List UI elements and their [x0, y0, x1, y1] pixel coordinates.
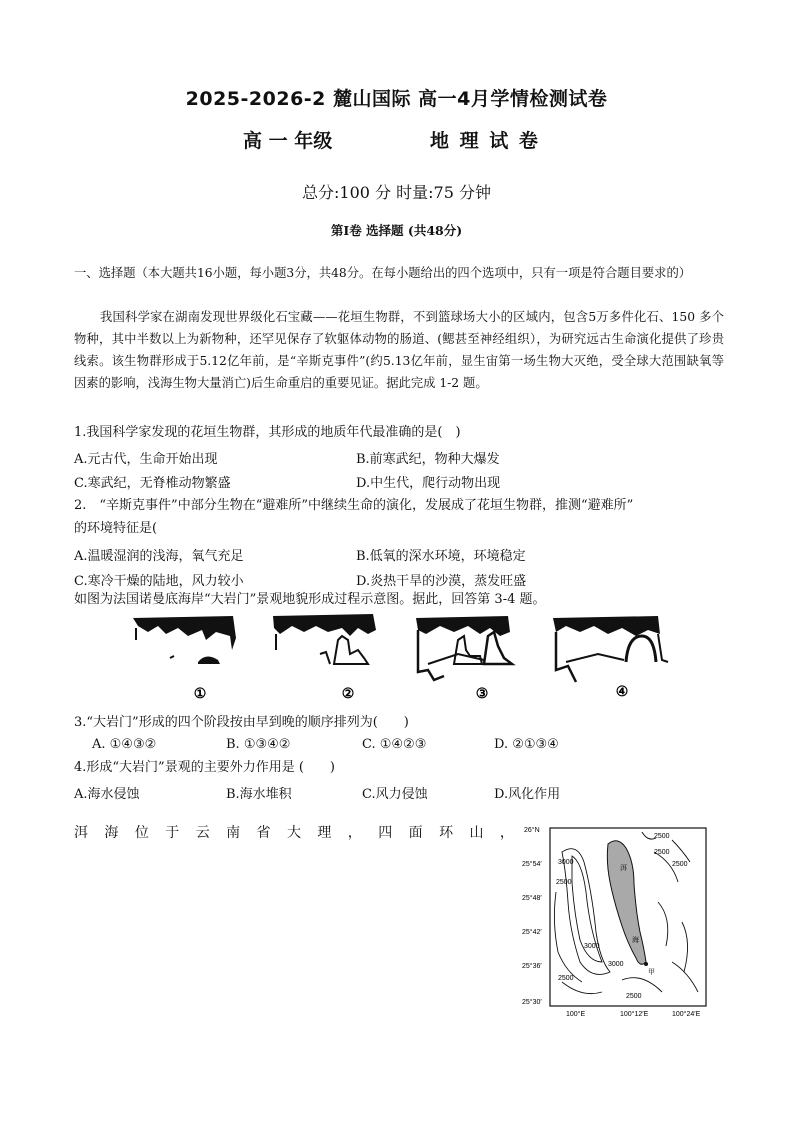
- lake-char: 洱: [620, 864, 627, 872]
- section-instructions: 一、选择题（本大题共16小题，每小题3分，共48分。在每小题给出的四个选项中，只有一项是符合题目要求的）: [74, 266, 692, 280]
- q3-option-d: D. ②①③④: [494, 737, 559, 752]
- contour-label: 2500: [654, 833, 670, 840]
- lat-label: 25°42′: [522, 929, 542, 936]
- passage-2-char: 南: [226, 825, 241, 841]
- stage-panel-2: [273, 614, 376, 702]
- passage-2: [74, 822, 514, 842]
- stage-panel-4: [553, 616, 668, 700]
- passage-2-char: 云: [195, 825, 210, 841]
- grade-label: 高 一 年级: [243, 130, 333, 152]
- passage-2-char: ，: [499, 825, 514, 841]
- sea-arch-stages-figure: [128, 610, 688, 702]
- q1-option-d: D.中生代，爬行动物出现: [356, 476, 501, 491]
- passage-1: 我国科学家在湖南发现世界级化石宝藏——花垣生物群，不到篮球场大小的区域内，包含5万多件化石、150 多个物种，其中半数以上为新物种，还罕见保存了软躯体动物的肠道、(鳃甚至神经组织），为研究远古生命演化提供了珍贵线索。该生物群形成于5.12亿年前，是“辛斯克事件”(约5.13亿年前，显生宙第一场生物大灭绝，受全球大范围缺氧等因素的影响，浅海生物大量消亡)后生命重启的重要见证。据此完成 1-2 题。: [74, 310, 724, 390]
- contour-label: 2500: [558, 975, 574, 982]
- lat-label: 25°48′: [522, 895, 542, 902]
- contour-label: 3000: [584, 943, 600, 950]
- lat-label: 26°N: [524, 827, 540, 834]
- passage-2-char: 四: [378, 825, 393, 841]
- passage-2-char: 于: [165, 825, 180, 841]
- exam-title: 2025-2026-2 麓山国际 高一4月学情检测试卷: [185, 88, 608, 110]
- q4-stem: 4.形成“大岩门”景观的主要外力作用是 ( ): [74, 760, 335, 775]
- passage-2-char: 位: [134, 825, 149, 841]
- passage-2-char: 洱: [74, 825, 88, 841]
- part-title: 第Ⅰ卷 选择题 (共48分): [330, 223, 463, 238]
- lat-label: 25°30′: [522, 999, 542, 1006]
- erhai-lake: [607, 841, 646, 964]
- q3-option-c: C. ①④②③: [362, 737, 427, 752]
- stage-panel-1: [133, 616, 236, 702]
- place-label: 甲: [648, 968, 655, 976]
- contour-label: 2500: [626, 993, 642, 1000]
- place-marker: [644, 962, 648, 966]
- q2-option-c: C.寒冷干燥的陆地，风力较小: [74, 574, 244, 589]
- erhai-contour-map: [522, 822, 712, 1022]
- q2-option-a: A.温暖湿润的浅海，氧气充足: [74, 549, 244, 564]
- passage-2-char: 省: [256, 825, 271, 841]
- passage-2-char: 山: [469, 825, 484, 841]
- q4-option-b: B.海水堆积: [226, 787, 292, 802]
- stage-label-2: ②: [341, 686, 355, 702]
- lon-label: 100°12′E: [620, 1011, 649, 1018]
- lon-label: 100°E: [566, 1011, 586, 1018]
- q1-option-a: A.元古代，生命开始出现: [74, 452, 218, 467]
- q2-option-d: D.炎热干旱的沙漠，蒸发旺盛: [356, 574, 527, 589]
- q3-stem: 3.“大岩门”形成的四个阶段按由早到晚的顺序排列为( ): [74, 715, 409, 730]
- q4-option-c: C.风力侵蚀: [362, 787, 428, 802]
- lat-label: 25°54′: [522, 861, 542, 868]
- score-time: 总分:100 分 时量:75 分钟: [302, 183, 491, 202]
- q4-option-a: A.海水侵蚀: [74, 787, 140, 802]
- contour-label: 2500: [654, 849, 670, 856]
- q3-option-b: B. ①③④②: [226, 737, 291, 752]
- contour-label: 2500: [556, 879, 572, 886]
- lat-label: 25°36′: [522, 963, 542, 970]
- q1-option-b: B.前寒武纪，物种大爆发: [356, 452, 500, 467]
- contour-label: 3000: [608, 961, 624, 968]
- q2-option-b: B.低氧的深水环境，环境稳定: [356, 549, 526, 564]
- q1-stem: 1.我国科学家发现的花垣生物群，其形成的地质年代最准确的是( ): [74, 425, 461, 440]
- passage-2-char: 大: [286, 825, 301, 841]
- q3-option-a: A. ①④③②: [92, 737, 157, 752]
- q2-stem-line1: 2. “辛斯克事件”中部分生物在“避难所”中继续生命的演化，发展成了花垣生物群，推测“避难所”: [74, 498, 634, 513]
- lon-label: 100°24′E: [672, 1011, 701, 1018]
- contour-label: 3000: [558, 859, 574, 866]
- passage-2-char: 面: [408, 825, 423, 841]
- stage-label-1: ①: [193, 686, 207, 702]
- stage-panel-3: [416, 616, 512, 702]
- contour-label: 2500: [672, 861, 688, 868]
- lake-char: 海: [632, 936, 639, 944]
- passage-2-char: 理: [317, 825, 332, 841]
- fig1-caption: 如图为法国诺曼底海岸“大岩门”景观地貌形成过程示意图。据此，回答第 3-4 题。: [74, 592, 546, 607]
- subject-label: 地 理 试 卷: [430, 130, 540, 152]
- q2-stem-line2: 的环境特征是(: [74, 521, 158, 536]
- q4-option-d: D.风化作用: [494, 787, 561, 802]
- passage-2-char: 环: [439, 825, 454, 841]
- stage-label-3: ③: [475, 686, 489, 702]
- q1-option-c: C.寒武纪，无脊椎动物繁盛: [74, 476, 231, 491]
- stage-label-4: ④: [615, 684, 629, 700]
- passage-2-char: ，: [347, 825, 362, 841]
- passage-2-char: 海: [104, 825, 119, 841]
